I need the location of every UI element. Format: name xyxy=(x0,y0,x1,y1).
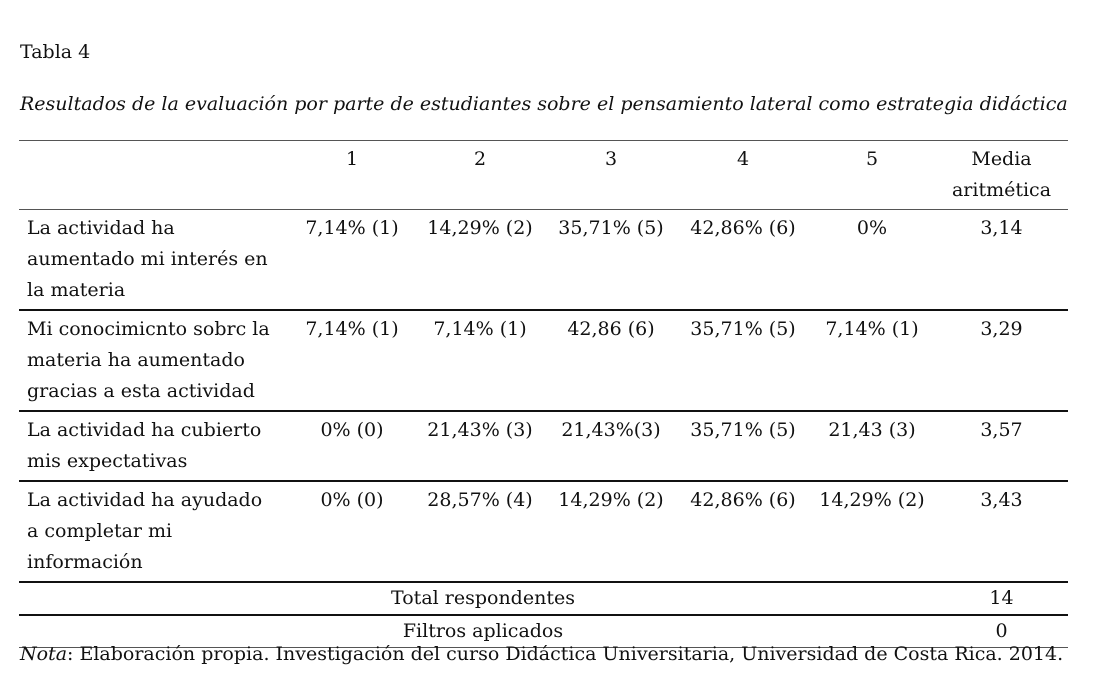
cell-1: 7,14% (1) xyxy=(305,217,399,239)
cell-3: 21,43%(3) xyxy=(561,419,661,441)
row-statement: La actividad ha cubierto mis expectativas xyxy=(27,419,262,472)
table-row xyxy=(19,310,1068,411)
cell-mean: 3,43 xyxy=(980,489,1023,511)
header-corner xyxy=(19,141,289,210)
cell-3: 35,71% (5) xyxy=(558,217,664,239)
table-row xyxy=(19,481,1068,582)
cell-mean: 3,14 xyxy=(980,217,1023,239)
cell-2: 28,57% (4) xyxy=(427,489,533,511)
header-row xyxy=(19,141,1068,210)
header-col-4: 4 xyxy=(736,148,750,170)
table-note xyxy=(20,642,1063,666)
row-statement: Mi conocimicnto sobrc la materia ha aumentado gracias a esta actividad xyxy=(27,318,270,402)
note-label: Nota xyxy=(20,643,68,665)
header-col-1: 1 xyxy=(345,148,359,170)
table-row xyxy=(19,210,1068,311)
header-mean-line2: aritmética xyxy=(951,179,1052,201)
results-table xyxy=(19,140,1068,648)
summary-spacer xyxy=(677,582,935,615)
cell-5: 7,14% (1) xyxy=(825,318,919,340)
header-col-3: 3 xyxy=(604,148,618,170)
cell-5: 21,43 (3) xyxy=(828,419,916,441)
cell-2: 21,43% (3) xyxy=(427,419,533,441)
cell-4: 35,71% (5) xyxy=(690,318,796,340)
cell-mean: 3,57 xyxy=(980,419,1023,441)
note-text: : Elaboración propia. Investigación del curso Didáctica Universitaria, Universidad de Costa Rica. 2014. xyxy=(67,643,1064,665)
cell-3: 14,29% (2) xyxy=(558,489,664,511)
table-row xyxy=(19,411,1068,481)
cell-4: 42,86% (6) xyxy=(690,217,796,239)
header-mean-line1: Media xyxy=(971,148,1032,170)
cell-4: 35,71% (5) xyxy=(690,419,796,441)
filters-applied-value: 0 xyxy=(995,620,1008,642)
cell-5: 0% xyxy=(856,217,888,239)
summary-spacer xyxy=(19,582,289,615)
cell-2: 7,14% (1) xyxy=(433,318,527,340)
header-mean xyxy=(935,141,1068,210)
total-respondents-label: Total respondentes xyxy=(391,587,575,609)
cell-5: 14,29% (2) xyxy=(819,489,925,511)
cell-mean: 3,29 xyxy=(980,318,1023,340)
header-col-2: 2 xyxy=(473,148,487,170)
header-col-5: 5 xyxy=(865,148,879,170)
cell-1: 0% (0) xyxy=(320,419,384,441)
table-number: Tabla 4 xyxy=(20,41,91,63)
filters-applied-label: Filtros aplicados xyxy=(402,620,564,642)
row-statement: La actividad ha ayudado a completar mi información xyxy=(27,489,263,573)
row-statement: La actividad ha aumentado mi interés en la materia xyxy=(27,217,268,301)
cell-2: 14,29% (2) xyxy=(427,217,533,239)
cell-3: 42,86 (6) xyxy=(567,318,655,340)
table-title: Resultados de la evaluación por parte de estudiantes sobre el pensamiento lateral como estrategia didáctica xyxy=(20,93,1068,115)
total-respondents-row xyxy=(19,582,1068,615)
cell-1: 0% (0) xyxy=(320,489,384,511)
cell-4: 42,86% (6) xyxy=(690,489,796,511)
cell-1: 7,14% (1) xyxy=(305,318,399,340)
total-respondents-value: 14 xyxy=(989,587,1014,609)
